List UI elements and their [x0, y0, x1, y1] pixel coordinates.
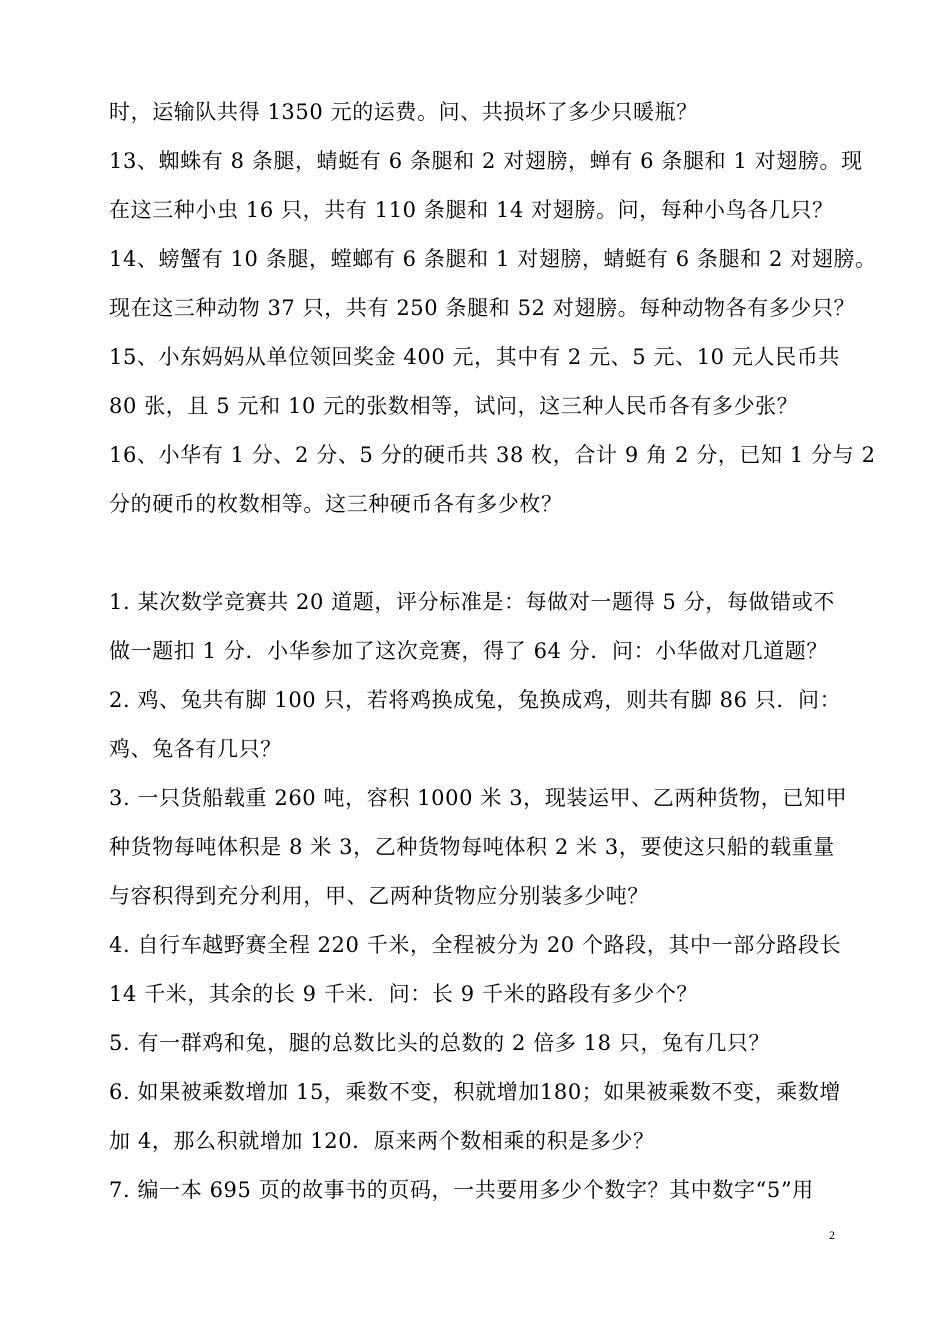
question-6-line-1: 6. 如果被乘数增加 15，乘数不变，积就增加180；如果被乘数不变，乘数增 — [109, 1080, 841, 1104]
problem-13-line-2: 在这三种小虫 16 只，共有 110 条腿和 14 对翅膀。问，每种小鸟各几只？ — [109, 198, 834, 222]
question-1-line-2: 做一题扣 1 分．小华参加了这次竞赛，得了 64 分．问：小华做对几道题？ — [109, 639, 828, 663]
problem-15-line-1: 15、小东妈妈从单位领回奖金 400 元，其中有 2 元、5 元、10 元人民币共 — [109, 345, 840, 369]
problem-16-line-1: 16、小华有 1 分、2 分、5 分的硬币共 38 枚，合计 9 角 2 分，已知 1 分与 2 — [109, 443, 876, 467]
question-1-line-1: 1. 某次数学竞赛共 20 道题，评分标准是：每做对一题得 5 分，每做错或不 — [109, 590, 835, 614]
question-2-line-1: 2. 鸡、兔共有脚 100 只，若将鸡换成兔，兔换成鸡，则共有脚 86 只．问： — [109, 688, 842, 712]
problem-15-line-2: 80 张，且 5 元和 10 元的张数相等，试问，这三种人民币各有多少张？ — [109, 394, 799, 418]
page-number: 2 — [829, 1228, 835, 1242]
text-line: 时，运输队共得 1350 元的运费。问、共损坏了多少只暖瓶？ — [109, 100, 698, 124]
question-3-line-2: 种货物每吨体积是 8 米 3，乙种货物每吨体积 2 米 3，要使这只船的载重量 — [109, 835, 835, 859]
question-2-line-2: 鸡、兔各有几只？ — [109, 737, 282, 761]
problem-16-line-2: 分的硬币的枚数相等。这三种硬币各有多少枚？ — [109, 492, 563, 516]
question-4-line-1: 4. 自行车越野赛全程 220 千米，全程被分为 20 个路段，其中一部分路段长 — [109, 933, 842, 957]
question-3-line-1: 3. 一只货船载重 260 吨，容积 1000 米 3，现装运甲、乙两种货物，已知甲 — [109, 786, 848, 810]
problem-14-line-1: 14、螃蟹有 10 条腿，螳螂有 6 条腿和 1 对翅膀，蜻蜓有 6 条腿和 2 对翅膀。 — [109, 247, 877, 271]
question-7-line-1: 7. 编一本 695 页的故事书的页码，一共要用多少个数字？其中数字“5”用 — [109, 1178, 814, 1202]
problem-13-line-1: 13、蜘蛛有 8 条腿，蜻蜓有 6 条腿和 2 对翅膀，蝉有 6 条腿和 1 对翅膀。现 — [109, 149, 863, 173]
question-3-line-3: 与容积得到充分利用，甲、乙两种货物应分别装多少吨？ — [109, 884, 649, 908]
question-4-line-2: 14 千米，其余的长 9 千米．问：长 9 千米的路段有多少个？ — [109, 982, 699, 1006]
problem-14-line-2: 现在这三种动物 37 只，共有 250 条腿和 52 对翅膀。每种动物各有多少只？ — [109, 296, 856, 320]
question-6-line-2: 加 4，那么积就增加 120．原来两个数相乘的积是多少？ — [109, 1129, 655, 1153]
question-5-line-1: 5. 有一群鸡和兔，腿的总数比头的总数的 2 倍多 18 只，兔有几只？ — [109, 1031, 771, 1055]
